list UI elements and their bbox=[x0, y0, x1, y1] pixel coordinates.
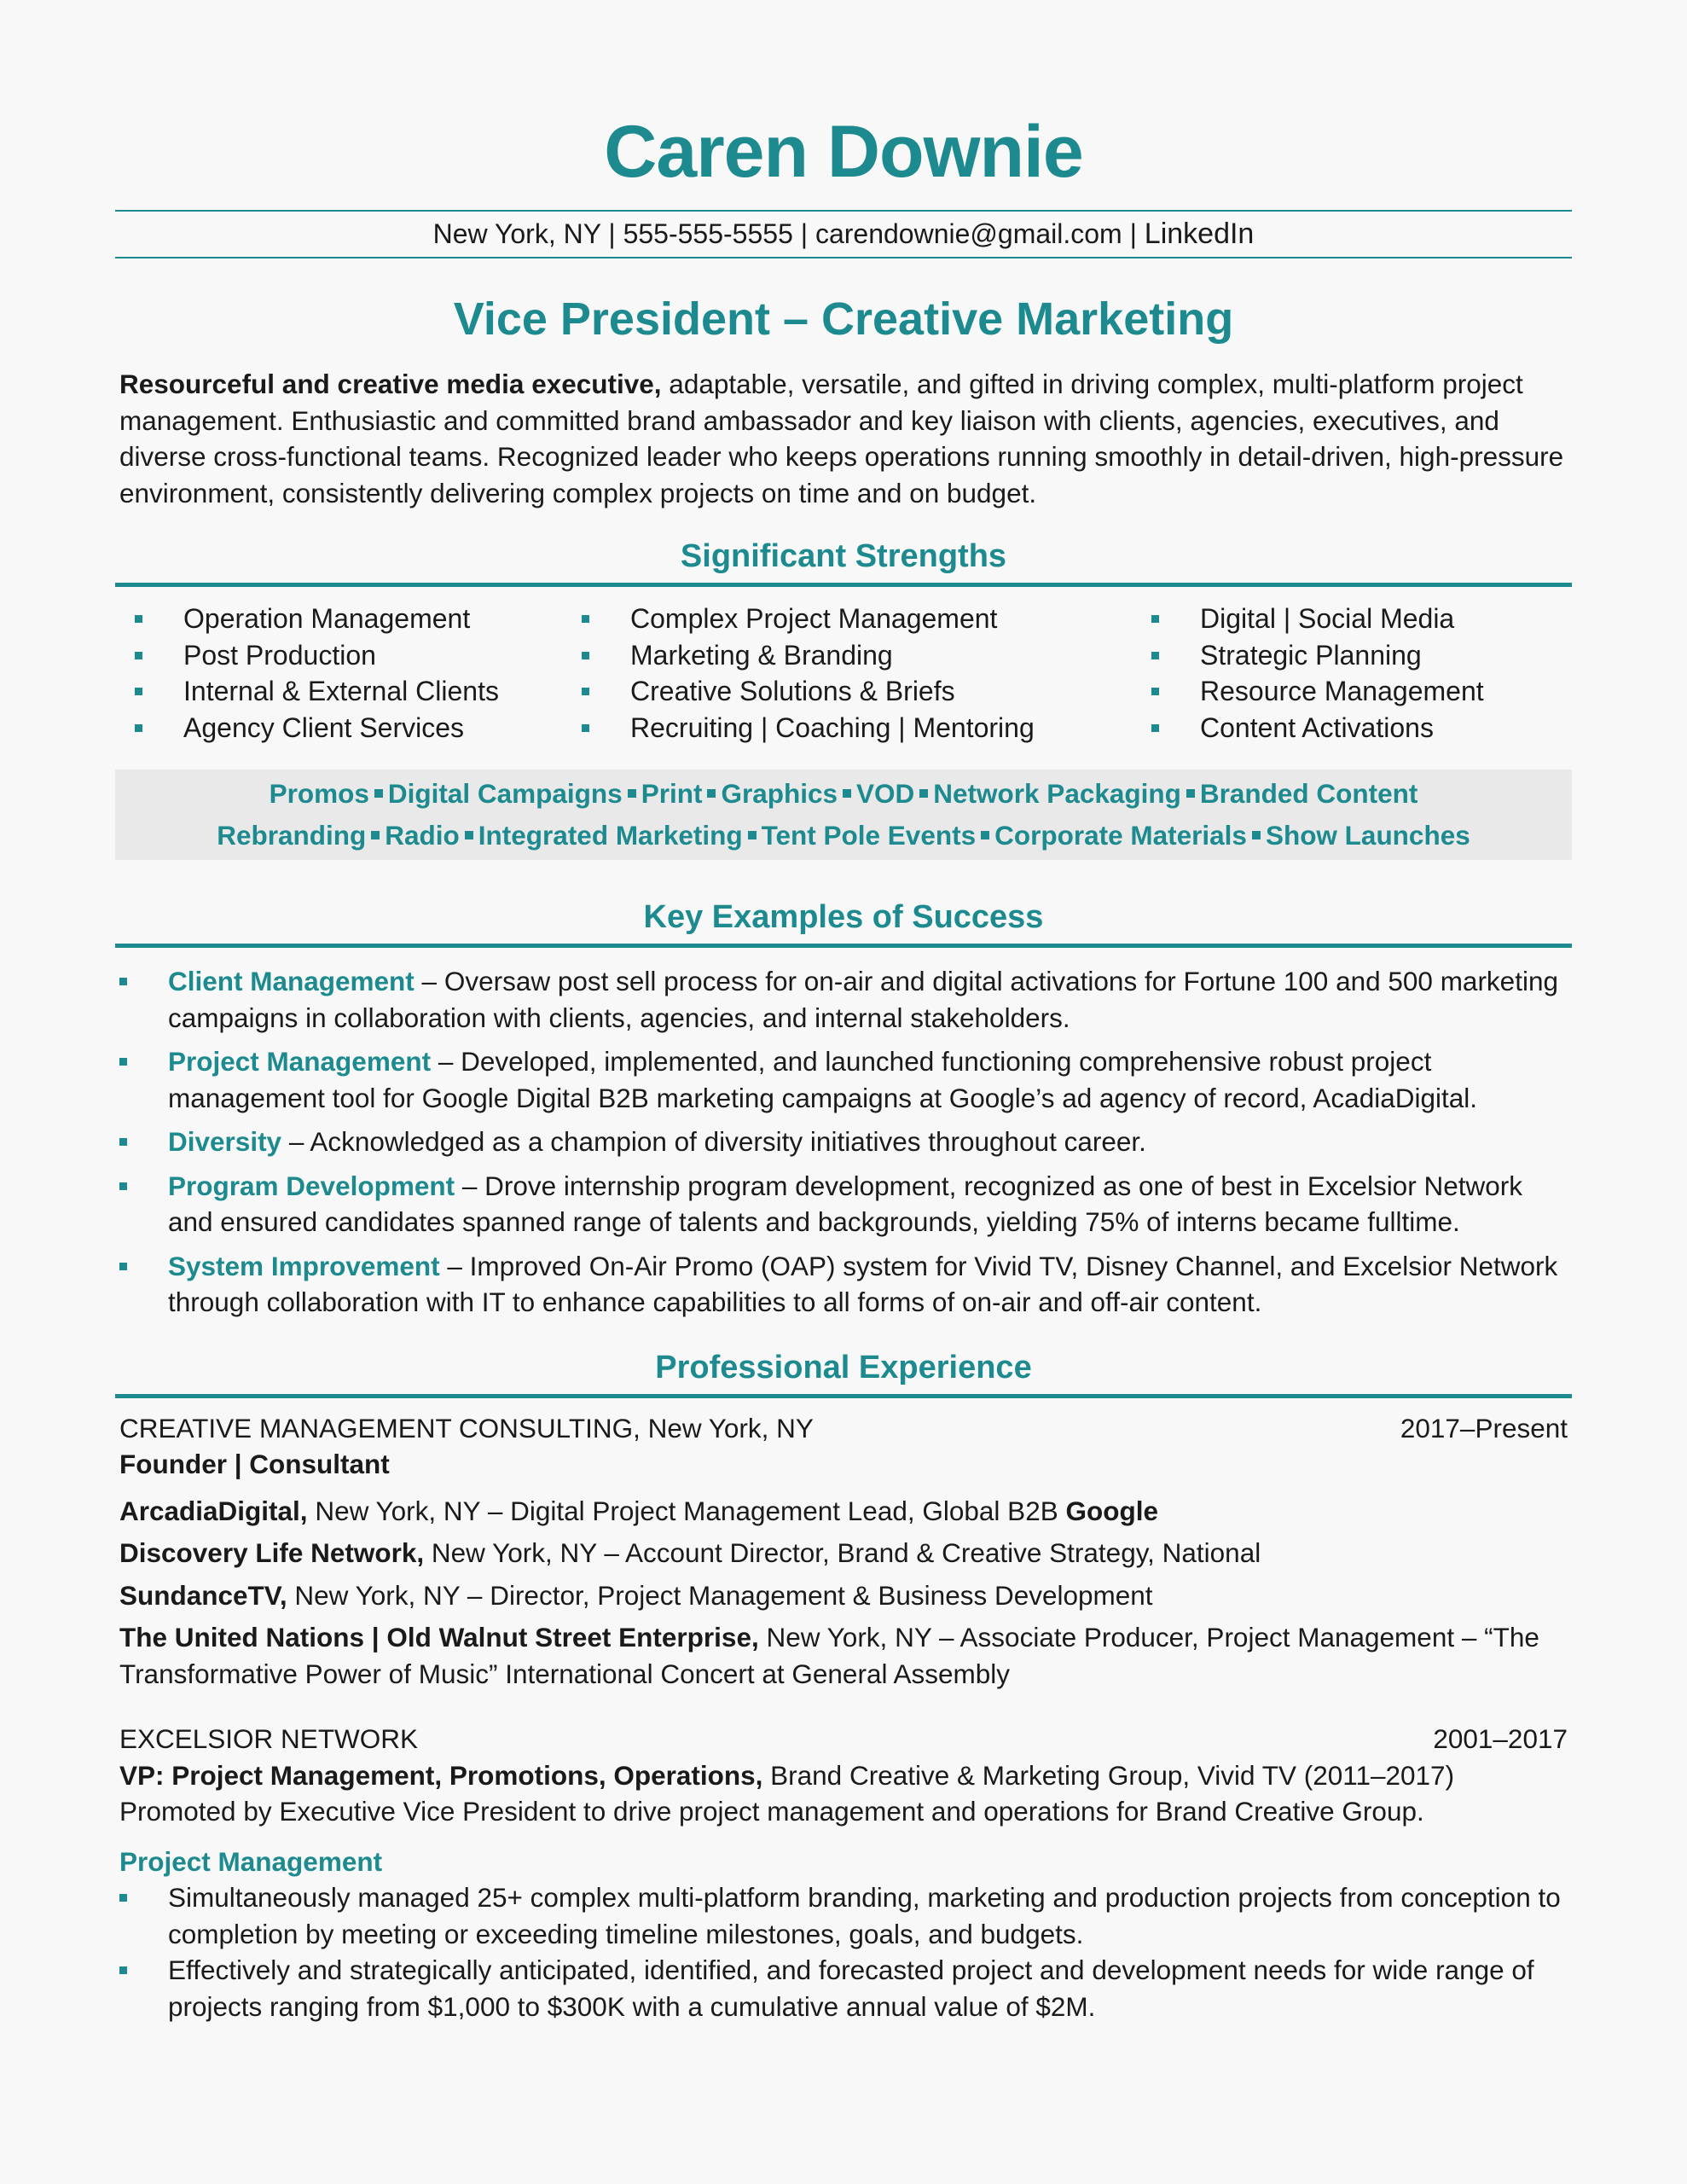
bullet-square-icon bbox=[119, 1894, 127, 1902]
keyword: Show Launches bbox=[1265, 820, 1470, 851]
strengths-column-3 bbox=[1151, 601, 1484, 746]
bullet-square-icon bbox=[135, 652, 142, 659]
strength-item: Strategic Planning bbox=[1151, 637, 1484, 674]
bullet-square-icon bbox=[582, 688, 589, 695]
example-item: Project Management – Developed, implemented, and launched functioning comprehensive robust project management tool for Google Digital B2B marketing campaigns at Google’s ad agency of record, AcadiaDigital. bbox=[115, 1043, 1572, 1116]
job-headline: Vice President – Creative Marketing bbox=[453, 293, 1234, 345]
separator-square-icon bbox=[1186, 789, 1195, 798]
bullet-square-icon bbox=[1151, 615, 1159, 623]
strength-item: Internal & External Clients bbox=[135, 673, 499, 710]
keyword: Tent Pole Events bbox=[761, 820, 977, 851]
section-divider bbox=[115, 1394, 1572, 1398]
section-title-examples: Key Examples of Success bbox=[643, 899, 1044, 936]
separator-square-icon bbox=[371, 831, 380, 839]
strengths-grid bbox=[115, 587, 1572, 770]
separator-square-icon bbox=[628, 789, 636, 798]
strength-item: Agency Client Services bbox=[135, 710, 499, 746]
strengths-column-1 bbox=[135, 601, 499, 746]
separator-square-icon bbox=[843, 789, 851, 798]
separator-square-icon bbox=[748, 831, 757, 839]
job-excelsior-network bbox=[115, 1721, 1572, 2024]
summary-lead: Resourceful and creative media executive, bbox=[119, 369, 662, 399]
example-item: Program Development – Drove internship program development, recognized as one of best in Excelsior Network and ensured candidates spanned range of talents and backgrounds, yielding 75% of interns became fulltime. bbox=[115, 1168, 1572, 1240]
keyword-row-2 bbox=[115, 815, 1572, 857]
promotion-note: Promoted by Executive Vice President to drive project management and operations for Brand Creative Group. bbox=[119, 1796, 1424, 1827]
keyword: Promos bbox=[269, 778, 369, 810]
bullet-square-icon bbox=[119, 1182, 127, 1190]
contact-line bbox=[115, 210, 1572, 258]
example-item: System Improvement – Improved On-Air Promo (OAP) system for Vivid TV, Disney Channel, and Excelsior Network through collaboration with IT to enhance capabilities to all forms of on-air and off-air content. bbox=[115, 1248, 1572, 1321]
separator-square-icon bbox=[919, 789, 928, 798]
bullet-square-icon bbox=[119, 978, 127, 985]
bullet-square-icon bbox=[1151, 652, 1159, 659]
keyword-banner bbox=[115, 770, 1572, 860]
section-title-experience: Professional Experience bbox=[655, 1349, 1032, 1385]
keyword: Rebranding bbox=[217, 820, 367, 851]
company-line bbox=[115, 1410, 1572, 1447]
examples-list bbox=[115, 963, 1572, 1321]
bullet-square-icon bbox=[119, 1966, 127, 1974]
bullet-square-icon bbox=[119, 1138, 127, 1146]
separator-square-icon bbox=[981, 831, 989, 839]
achievement-list bbox=[115, 1879, 1572, 2024]
section-divider bbox=[115, 944, 1572, 948]
strengths-column-2 bbox=[582, 601, 1035, 746]
keyword: Integrated Marketing bbox=[478, 820, 743, 851]
job-dates: 2017–Present bbox=[1400, 1412, 1568, 1443]
bullet-square-icon bbox=[135, 615, 142, 623]
keyword: Graphics bbox=[721, 778, 838, 810]
prior-role: Discovery Life Network, New York, NY – Account Director, Brand & Creative Strategy, National bbox=[119, 1537, 1261, 1569]
strength-item: Post Production bbox=[135, 637, 499, 674]
candidate-name: Caren Downie bbox=[604, 111, 1083, 193]
strength-item: Complex Project Management bbox=[582, 601, 1035, 637]
subsection-title: Project Management bbox=[119, 1845, 383, 1877]
keyword: Corporate Materials bbox=[994, 820, 1247, 851]
contact-details: New York, NY | 555-555-5555 | carendownie@gmail.com | bbox=[432, 218, 1145, 249]
prior-role: The United Nations | Old Walnut Street Enterprise, New York, NY – Associate Producer, Project Management – “The Transformative Power of Music” International Concert at General Assembly bbox=[119, 1622, 1539, 1689]
bullet-square-icon bbox=[582, 724, 589, 732]
keyword: Digital Campaigns bbox=[387, 778, 623, 810]
strength-item: Content Activations bbox=[1151, 710, 1484, 746]
strength-item: Operation Management bbox=[135, 601, 499, 637]
strength-item: Marketing & Branding bbox=[582, 637, 1035, 674]
section-title-strengths: Significant Strengths bbox=[680, 538, 1007, 575]
strength-item: Digital | Social Media bbox=[1151, 601, 1484, 637]
bullet-square-icon bbox=[582, 652, 589, 659]
keyword-row-1 bbox=[115, 773, 1572, 815]
job-role: VP: Project Management, Promotions, Operations, Brand Creative & Marketing Group, Vivid TV (2011–2017) bbox=[119, 1759, 1455, 1791]
company-name: EXCELSIOR NETWORK bbox=[119, 1723, 419, 1755]
job-creative-management bbox=[115, 1410, 1572, 1693]
prior-role: SundanceTV, New York, NY – Director, Project Management & Business Development bbox=[119, 1579, 1153, 1611]
linkedin-link[interactable]: LinkedIn bbox=[1144, 218, 1255, 250]
bullet-square-icon bbox=[582, 615, 589, 623]
job-role: Founder | Consultant bbox=[119, 1449, 390, 1480]
keyword: Print bbox=[641, 778, 703, 810]
prior-role: ArcadiaDigital, New York, NY – Digital Project Management Lead, Global B2B Google bbox=[119, 1495, 1158, 1526]
bullet-square-icon bbox=[119, 1263, 127, 1270]
summary-text: adaptable, versatile, and gifted in driving complex, multi-platform project management. Enthusiastic and committed brand ambassador and key liaison with clients, agencies, executives, and diverse cross-functional teams. Recognized leader who keeps operations running smoothly in detail-driven, high-pressure environment, consistently delivering complex projects on time and on budget. bbox=[119, 369, 1564, 508]
keyword: Network Packaging bbox=[933, 778, 1181, 810]
separator-square-icon bbox=[1252, 831, 1261, 839]
job-dates: 2001–2017 bbox=[1433, 1723, 1568, 1755]
keyword: VOD bbox=[856, 778, 915, 810]
company-name: CREATIVE MANAGEMENT CONSULTING, New York, NY bbox=[119, 1412, 814, 1443]
example-item: Diversity – Acknowledged as a champion of diversity initiatives throughout career. bbox=[115, 1124, 1572, 1160]
strength-item: Recruiting | Coaching | Mentoring bbox=[582, 710, 1035, 746]
summary-paragraph bbox=[115, 366, 1572, 511]
strength-item: Resource Management bbox=[1151, 673, 1484, 710]
separator-square-icon bbox=[707, 789, 716, 798]
separator-square-icon bbox=[374, 789, 383, 798]
bullet-square-icon bbox=[119, 1058, 127, 1066]
achievement-item: Effectively and strategically anticipated, identified, and forecasted project and development needs for wide range of projects ranging from $1,000 to $300K with a cumulative annual value of $2M. bbox=[115, 1952, 1572, 2024]
bullet-square-icon bbox=[135, 688, 142, 695]
separator-square-icon bbox=[465, 831, 473, 839]
strength-item: Creative Solutions & Briefs bbox=[582, 673, 1035, 710]
keyword: Branded Content bbox=[1199, 778, 1418, 810]
company-line bbox=[115, 1721, 1572, 1757]
bullet-square-icon bbox=[1151, 724, 1159, 732]
keyword: Radio bbox=[385, 820, 460, 851]
bullet-square-icon bbox=[135, 724, 142, 732]
achievement-item: Simultaneously managed 25+ complex multi-platform branding, marketing and production projects from conception to completion by meeting or exceeding timeline milestones, goals, and budgets. bbox=[115, 1879, 1572, 1952]
example-item: Client Management – Oversaw post sell process for on-air and digital activations for Fortune 100 and 500 marketing campaigns in collaboration with clients, agencies, and internal stakeholders. bbox=[115, 963, 1572, 1036]
bullet-square-icon bbox=[1151, 688, 1159, 695]
